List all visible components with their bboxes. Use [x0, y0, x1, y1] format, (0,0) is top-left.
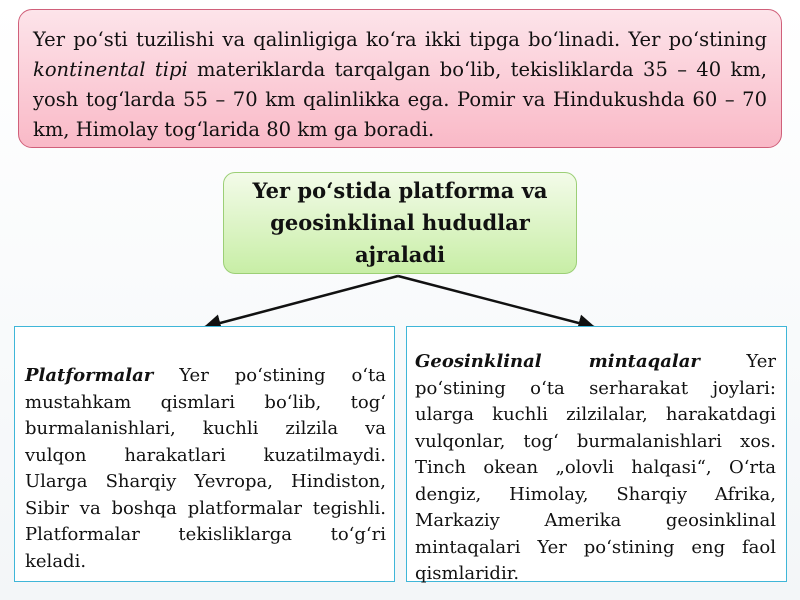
geosynclines-term: Geosinklinal mintaqalar — [415, 351, 700, 372]
intro-term: kontinental tipi — [33, 58, 188, 81]
arrow-to-platforms — [205, 276, 398, 327]
geosynclines-text: Yer po‘stining o‘ta serharakat joylari: ularga kuchli zilzilalar, harakatdagi vulqonlar, tog‘ burmalanishlari xos. Tinch okean „olovli halqasi“, O‘rta dengiz, Himolay, Sharqiy Afrika, Markaziy Amerika geosinklinal mintaqalari Yer po‘stining eng faol qismlaridir. — [415, 351, 776, 584]
platforms-text: Yer po‘stining o‘ta mustahkam qismlari bo‘lib, tog‘ burmalanishlari, kuchli zilzila va vulqon harakatlari kuzatilmaydi. Ularga Sharqiy Yevropa, Hindiston, Sibir va boshqa platformalar tegishli. Platformalar tekisliklarga to‘g‘ri keladi. — [25, 365, 386, 572]
intro-text-part2: materiklarda tarqalgan bo‘lib, tekisliklarda 35 – 40 km, yosh tog‘larda 55 – 70 km qalinlikka ega. Pomir va Hindukushda 60 – 70 km, Himolay tog‘larida 80 km ga boradi. — [33, 58, 767, 141]
platforms-term: Platformalar — [25, 365, 154, 386]
intro-text-part1: Yer po‘sti tuzilishi va qalinligiga ko‘ra ikki tipga bo‘linadi. Yer po‘stining — [33, 28, 767, 51]
arrow-to-geosynclines — [398, 276, 594, 327]
center-title: Yer po‘stida platforma va geosinklinal hududlar ajraladi — [252, 178, 548, 267]
platforms-panel — [14, 326, 395, 582]
geosynclines-panel — [406, 326, 787, 582]
